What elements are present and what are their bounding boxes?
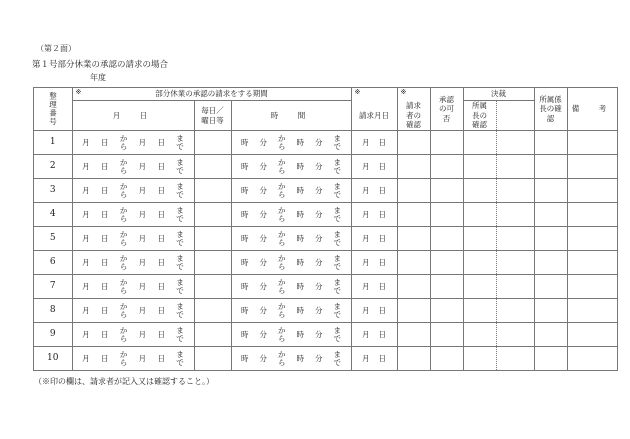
time-range-field[interactable]: 時 分 か ら 時 分 ま で xyxy=(231,251,351,275)
table-row xyxy=(34,155,618,179)
until-label: ま で xyxy=(333,157,341,175)
request-date-field[interactable]: 月 日 xyxy=(351,131,397,155)
decision-blank-field[interactable] xyxy=(496,179,534,203)
header-remarks: 備 考 xyxy=(567,88,617,131)
remarks-field[interactable] xyxy=(567,227,617,251)
approval-field[interactable] xyxy=(430,131,463,155)
until-label: ま で xyxy=(333,133,341,151)
header-decision-group: 決裁 xyxy=(463,88,534,101)
until-label: ま で xyxy=(333,205,341,223)
every-day-field[interactable] xyxy=(194,347,231,371)
section-chief-confirm-field[interactable] xyxy=(534,275,567,299)
header-requester-confirm: 請求者の確認 xyxy=(397,101,430,131)
request-table xyxy=(33,87,618,371)
until-label: ま で xyxy=(176,133,184,151)
remarks-field[interactable] xyxy=(567,203,617,227)
every-day-field[interactable] xyxy=(194,251,231,275)
row-number: 8 xyxy=(34,299,73,323)
approval-field[interactable] xyxy=(430,323,463,347)
dept-head-confirm-field[interactable] xyxy=(463,227,496,251)
from-label: か ら xyxy=(119,301,128,319)
requester-confirm-field[interactable] xyxy=(397,323,430,347)
remarks-field[interactable] xyxy=(567,323,617,347)
request-date-field[interactable]: 月 日 xyxy=(351,203,397,227)
from-label: か ら xyxy=(278,277,286,295)
table-row xyxy=(34,251,618,275)
from-label: か ら xyxy=(278,133,286,151)
month-day-range-field[interactable]: 月 日 か ら 月 日 ま で xyxy=(72,227,194,251)
from-label: か ら xyxy=(278,325,286,343)
from-label: か ら xyxy=(119,133,128,151)
time-range-field[interactable]: 時 分 か ら 時 分 ま で xyxy=(231,155,351,179)
decision-blank-field[interactable] xyxy=(496,131,534,155)
table-row xyxy=(34,347,618,371)
requester-confirm-field[interactable] xyxy=(397,155,430,179)
dept-head-confirm-field[interactable] xyxy=(463,323,496,347)
approval-field[interactable] xyxy=(430,155,463,179)
section-chief-confirm-field[interactable] xyxy=(534,227,567,251)
until-label: ま で xyxy=(176,301,184,319)
row-number: 7 xyxy=(34,275,73,299)
header-approval: 承認の可否 xyxy=(430,88,463,131)
until-label: ま で xyxy=(176,205,184,223)
approval-field[interactable] xyxy=(430,179,463,203)
time-range-field[interactable]: 時 分 か ら 時 分 ま で xyxy=(231,299,351,323)
section-chief-confirm-field[interactable] xyxy=(534,203,567,227)
remarks-field[interactable] xyxy=(567,155,617,179)
form-title: 第１号部分休業の承認の請求の場合 xyxy=(32,60,169,70)
until-label: ま で xyxy=(333,301,341,319)
month-day-range-field[interactable]: 月 日 か ら 月 日 ま で xyxy=(72,179,194,203)
time-range-field[interactable]: 時 分 か ら 時 分 ま で xyxy=(231,323,351,347)
from-label: か ら xyxy=(278,253,286,271)
from-label: か ら xyxy=(119,325,128,343)
approval-field[interactable] xyxy=(430,227,463,251)
dept-head-confirm-field[interactable] xyxy=(463,131,496,155)
from-label: か ら xyxy=(278,205,286,223)
remarks-field[interactable] xyxy=(567,275,617,299)
table-row xyxy=(34,227,618,251)
time-range-field[interactable]: 時 分 か ら 時 分 ま で xyxy=(231,275,351,299)
month-day-range-field[interactable]: 月 日 か ら 月 日 ま で xyxy=(72,275,194,299)
row-number: 10 xyxy=(34,347,73,371)
decision-blank-field[interactable] xyxy=(496,251,534,275)
requester-confirm-field[interactable] xyxy=(397,299,430,323)
header-decision-blank xyxy=(496,101,534,131)
from-label: か ら xyxy=(278,181,286,199)
from-label: か ら xyxy=(119,181,128,199)
header-dept-head-confirm: 所属長の確認 xyxy=(463,101,496,131)
approval-field[interactable] xyxy=(430,347,463,371)
page-label: （第２面） xyxy=(36,44,76,53)
from-label: か ら xyxy=(119,253,128,271)
dept-head-confirm-field[interactable] xyxy=(463,299,496,323)
month-day-range-field[interactable]: 月 日 か ら 月 日 ま で xyxy=(72,131,194,155)
from-label: か ら xyxy=(119,349,128,367)
request-date-field[interactable]: 月 日 xyxy=(351,227,397,251)
remarks-field[interactable] xyxy=(567,179,617,203)
requester-confirm-field[interactable] xyxy=(397,203,430,227)
header-request-date: 請求月日 xyxy=(351,101,397,131)
decision-blank-field[interactable] xyxy=(496,323,534,347)
until-label: ま で xyxy=(176,157,184,175)
from-label: か ら xyxy=(278,229,286,247)
time-range-field[interactable]: 時 分 か ら 時 分 ま で xyxy=(231,131,351,155)
table-row xyxy=(34,275,618,299)
section-chief-confirm-field[interactable] xyxy=(534,347,567,371)
from-label: か ら xyxy=(278,349,286,367)
table-row xyxy=(34,203,618,227)
until-label: ま で xyxy=(333,277,341,295)
request-date-field[interactable]: 月 日 xyxy=(351,347,397,371)
header-every-day: 毎日／曜日等 xyxy=(194,101,231,131)
decision-blank-field[interactable] xyxy=(496,203,534,227)
table-row xyxy=(34,323,618,347)
header-month-day: 月 日 xyxy=(72,101,194,131)
dept-head-confirm-field[interactable] xyxy=(463,203,496,227)
header-kome-requester: ※ xyxy=(397,88,430,101)
until-label: ま で xyxy=(176,349,184,367)
header-period-group: ※ 部分休業の承認の請求をする期間 xyxy=(72,88,351,101)
until-label: ま で xyxy=(333,253,341,271)
month-day-range-field[interactable]: 月 日 か ら 月 日 ま で xyxy=(72,323,194,347)
section-chief-confirm-field[interactable] xyxy=(534,251,567,275)
remarks-field[interactable] xyxy=(567,251,617,275)
time-range-field[interactable]: 時 分 か ら 時 分 ま で xyxy=(231,347,351,371)
requester-confirm-field[interactable] xyxy=(397,227,430,251)
decision-blank-field[interactable] xyxy=(496,299,534,323)
requester-confirm-field[interactable] xyxy=(397,179,430,203)
month-day-range-field[interactable]: 月 日 か ら 月 日 ま で xyxy=(72,299,194,323)
every-day-field[interactable] xyxy=(194,155,231,179)
header-kome-request-date: ※ xyxy=(351,88,397,101)
approval-field[interactable] xyxy=(430,275,463,299)
table-row xyxy=(34,131,618,155)
table-row xyxy=(34,299,618,323)
until-label: ま で xyxy=(176,229,184,247)
until-label: ま で xyxy=(333,181,341,199)
every-day-field[interactable] xyxy=(194,227,231,251)
table-row xyxy=(34,179,618,203)
until-label: ま で xyxy=(176,325,184,343)
requester-confirm-field[interactable] xyxy=(397,251,430,275)
until-label: ま で xyxy=(176,253,184,271)
every-day-field[interactable] xyxy=(194,299,231,323)
time-range-field[interactable]: 時 分 か ら 時 分 ま で xyxy=(231,203,351,227)
until-label: ま で xyxy=(176,277,184,295)
decision-blank-field[interactable] xyxy=(496,347,534,371)
requester-confirm-field[interactable] xyxy=(397,347,430,371)
until-label: ま で xyxy=(333,325,341,343)
time-range-field[interactable]: 時 分 か ら 時 分 ま で xyxy=(231,227,351,251)
month-day-range-field[interactable]: 月 日 か ら 月 日 ま で xyxy=(72,251,194,275)
row-number: 1 xyxy=(34,131,73,155)
requester-confirm-field[interactable] xyxy=(397,131,430,155)
from-label: か ら xyxy=(278,157,286,175)
from-label: か ら xyxy=(278,301,286,319)
from-label: か ら xyxy=(119,205,128,223)
every-day-field[interactable] xyxy=(194,275,231,299)
request-date-field[interactable]: 月 日 xyxy=(351,155,397,179)
time-range-field[interactable]: 時 分 か ら 時 分 ま で xyxy=(231,179,351,203)
decision-blank-field[interactable] xyxy=(496,155,534,179)
request-date-field[interactable]: 月 日 xyxy=(351,251,397,275)
row-number: 4 xyxy=(34,203,73,227)
approval-field[interactable] xyxy=(430,299,463,323)
dept-head-confirm-field[interactable] xyxy=(463,251,496,275)
row-number: 2 xyxy=(34,155,73,179)
remarks-field[interactable] xyxy=(567,299,617,323)
footnote: （※印の欄は、請求者が記入又は確認すること。） xyxy=(34,377,214,386)
from-label: か ら xyxy=(119,229,128,247)
section-chief-confirm-field[interactable] xyxy=(534,299,567,323)
section-chief-confirm-field[interactable] xyxy=(534,155,567,179)
decision-blank-field[interactable] xyxy=(496,275,534,299)
request-date-field[interactable]: 月 日 xyxy=(351,275,397,299)
month-day-range-field[interactable]: 月 日 か ら 月 日 ま で xyxy=(72,155,194,179)
until-label: ま で xyxy=(333,349,341,367)
month-day-range-field[interactable]: 月 日 か ら 月 日 ま で xyxy=(72,203,194,227)
until-label: ま で xyxy=(176,181,184,199)
dept-head-confirm-field[interactable] xyxy=(463,275,496,299)
request-date-field[interactable]: 月 日 xyxy=(351,179,397,203)
dept-head-confirm-field[interactable] xyxy=(463,179,496,203)
header-number: 整理番号 xyxy=(34,88,73,131)
year-label: 年度 xyxy=(90,73,106,82)
row-number: 5 xyxy=(34,227,73,251)
section-chief-confirm-field[interactable] xyxy=(534,131,567,155)
approval-field[interactable] xyxy=(430,251,463,275)
request-date-field[interactable]: 月 日 xyxy=(351,299,397,323)
remarks-field[interactable] xyxy=(567,347,617,371)
from-label: か ら xyxy=(119,277,128,295)
remarks-field[interactable] xyxy=(567,131,617,155)
header-section-chief-confirm: 所属係長の確認 xyxy=(534,88,567,131)
every-day-field[interactable] xyxy=(194,131,231,155)
month-day-range-field[interactable]: 月 日 か ら 月 日 ま で xyxy=(72,347,194,371)
request-date-field[interactable]: 月 日 xyxy=(351,323,397,347)
every-day-field[interactable] xyxy=(194,323,231,347)
dept-head-confirm-field[interactable] xyxy=(463,155,496,179)
section-chief-confirm-field[interactable] xyxy=(534,323,567,347)
decision-blank-field[interactable] xyxy=(496,227,534,251)
header-time: 時 間 xyxy=(231,101,351,131)
row-number: 9 xyxy=(34,323,73,347)
dept-head-confirm-field[interactable] xyxy=(463,347,496,371)
row-number: 6 xyxy=(34,251,73,275)
approval-field[interactable] xyxy=(430,203,463,227)
requester-confirm-field[interactable] xyxy=(397,275,430,299)
until-label: ま で xyxy=(333,229,341,247)
from-label: か ら xyxy=(119,157,128,175)
every-day-field[interactable] xyxy=(194,203,231,227)
kome-mark: ※ xyxy=(75,88,82,96)
section-chief-confirm-field[interactable] xyxy=(534,179,567,203)
row-number: 3 xyxy=(34,179,73,203)
every-day-field[interactable] xyxy=(194,179,231,203)
